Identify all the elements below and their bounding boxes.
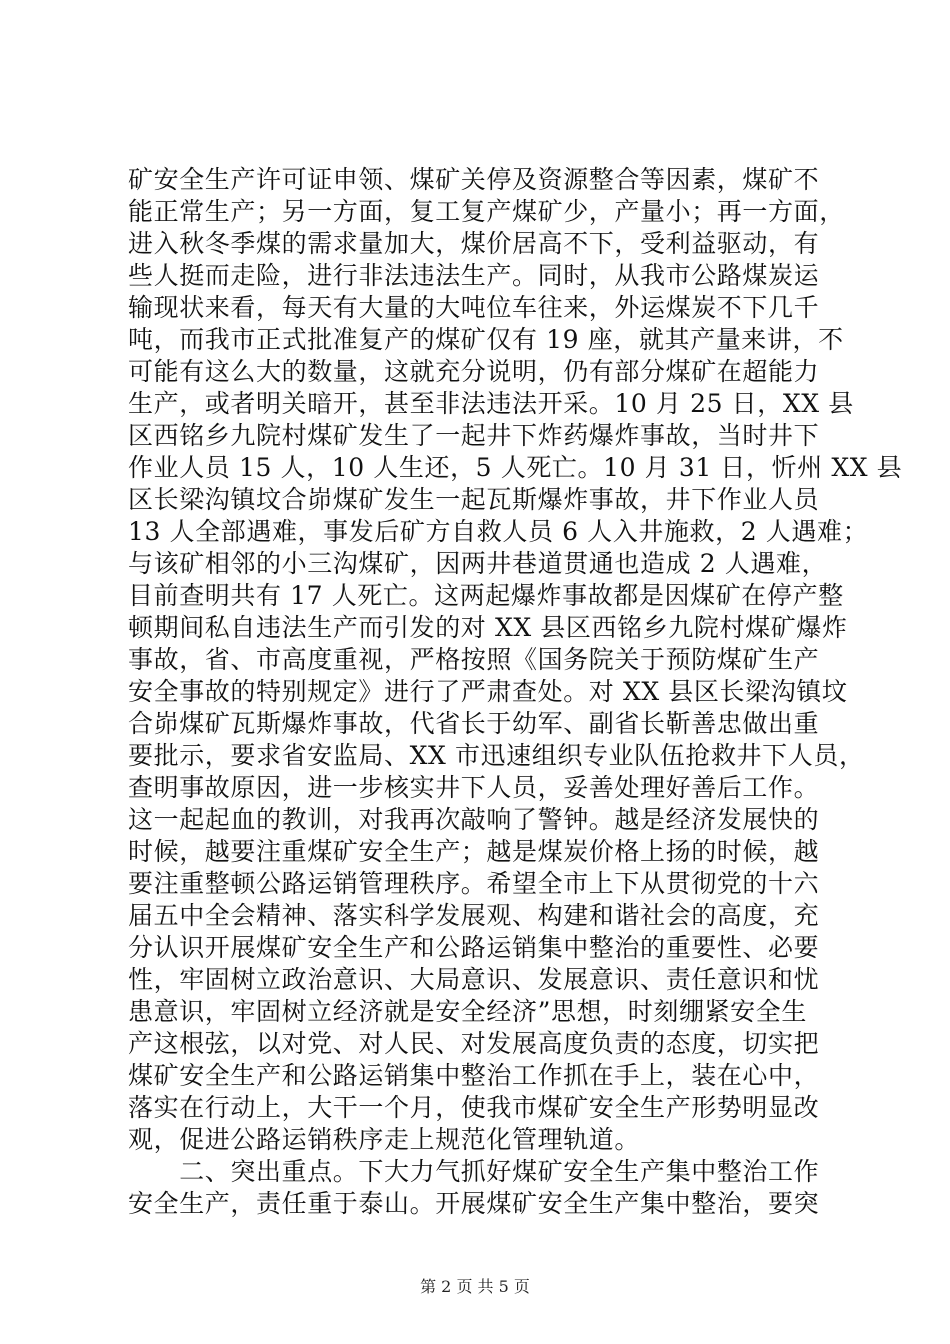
text-line: 生产，或者明关暗开，甚至非法违法开采。10 月 25 日，XX 县 [128,389,854,418]
section-heading-line: 二、突出重点。下大力气抓好煤矿安全生产集中整治工作 [128,1157,820,1186]
text-line: 进入秋冬季煤的需求量加大，煤价居高不下，受利益驱动，有 [128,229,820,258]
document-body [128,164,903,1220]
text-line: 落实在行动上，大干一个月，使我市煤矿安全生产形势明显改 [128,1093,820,1122]
page-indicator: 第 2 页 共 5 页 [420,1277,530,1296]
page-footer [0,1277,950,1297]
text-line: 要注重整顿公路运销管理秩序。希望全市上下从贯彻党的十六 [128,869,820,898]
text-line: 区长梁沟镇坟合峁煤矿发生一起瓦斯爆炸事故，井下作业人员 [128,485,820,514]
text-line: 吨，而我市正式批准复产的煤矿仅有 19 座，就其产量来讲，不 [128,325,844,354]
text-line: 顿期间私自违法生产而引发的对 XX 县区西铭乡九院村煤矿爆炸 [128,613,848,642]
text-line: 安全事故的特别规定》进行了严肃查处。对 XX 县区长梁沟镇坟 [128,677,848,706]
text-line: 患意识，牢固树立经济就是安全经济”思想，时刻绷紧安全生 [128,997,807,1026]
text-line: 查明事故原因，进一步核实井下人员，妥善处理好善后工作。 [128,773,820,802]
text-line: 这一起起血的教训，对我再次敲响了警钟。越是经济发展快的 [128,805,820,834]
text-line: 观，促进公路运销秩序走上规范化管理轨道。 [128,1125,641,1154]
text-line: 产这根弦，以对党、对人民、对发展高度负责的态度，切实把 [128,1029,820,1058]
text-line: 区西铭乡九院村煤矿发生了一起井下炸药爆炸事故，当时井下 [128,421,820,450]
text-line: 性，牢固树立政治意识、大局意识、发展意识、责任意识和忧 [128,965,820,994]
text-line: 事故，省、市高度重视，严格按照《国务院关于预防煤矿生产 [128,645,820,674]
text-line: 时候，越要注重煤矿安全生产；越是煤炭价格上扬的时候，越 [128,837,820,866]
text-line: 合峁煤矿瓦斯爆炸事故，代省长于幼军、副省长靳善忠做出重 [128,709,820,738]
text-line: 些人挺而走险，进行非法违法生产。同时，从我市公路煤炭运 [128,261,820,290]
text-line: 能正常生产；另一方面，复工复产煤矿少，产量小；再一方面， [128,197,845,226]
text-line: 矿安全生产许可证申领、煤矿关停及资源整合等因素，煤矿不 [128,165,820,194]
text-line: 届五中全会精神、落实科学发展观、构建和谐社会的高度，充 [128,901,820,930]
text-line: 安全生产，责任重于泰山。开展煤矿安全生产集中整治，要突 [128,1189,820,1218]
text-line: 分认识开展煤矿安全生产和公路运销集中整治的重要性、必要 [128,933,820,962]
text-line: 煤矿安全生产和公路运销集中整治工作抓在手上，装在心中， [128,1061,820,1090]
text-line: 可能有这么大的数量，这就充分说明，仍有部分煤矿在超能力 [128,357,820,386]
text-line: 作业人员 15 人，10 人生还，5 人死亡。10 月 31 日，忻州 XX 县 [128,453,903,482]
text-line: 13 人全部遇难，事发后矿方自救人员 6 人入井施救，2 人遇难； [128,517,869,546]
text-line: 要批示，要求省安监局、XX 市迅速组织专业队伍抢救井下人员， [128,741,865,770]
text-line: 目前查明共有 17 人死亡。这两起爆炸事故都是因煤矿在停产整 [128,581,844,610]
text-line: 输现状来看，每天有大量的大吨位车往来，外运煤炭不下几千 [128,293,820,322]
text-line: 与该矿相邻的小三沟煤矿，因两井巷道贯通也造成 2 人遇难， [128,549,828,578]
